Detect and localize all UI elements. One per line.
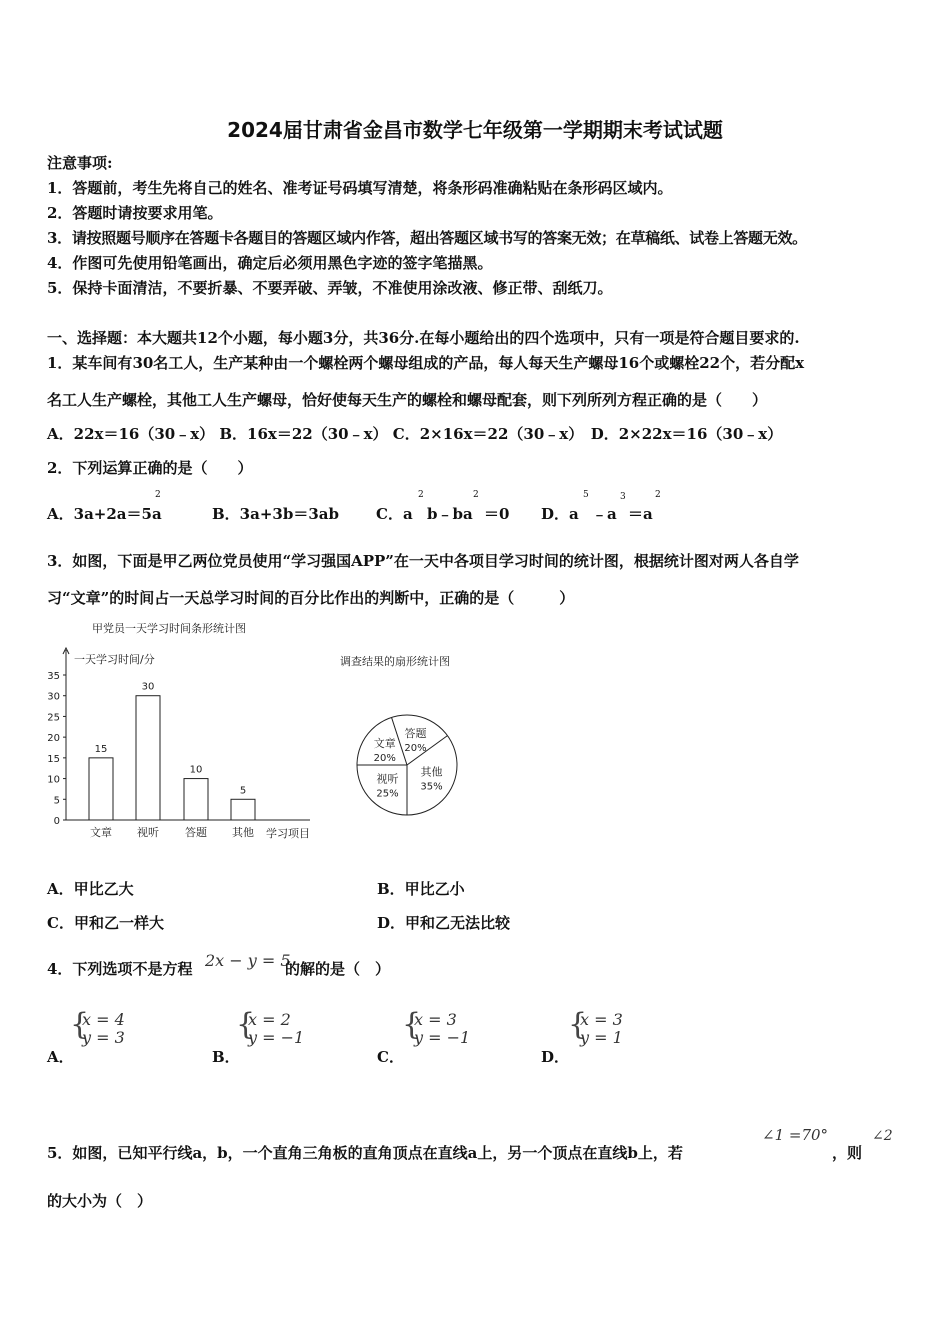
q2-option-d-mid: ﹣a (592, 505, 617, 523)
notice-item: 1．答题前，考生先将自己的姓名、准考证号码填写清楚，将条形码准确粘贴在条形码区域内。 (47, 179, 673, 197)
notice-item: 2．答题时请按要求用笔。 (47, 204, 223, 222)
q3-stem-line2: 习“文章”的时间占一天总学习时间的百分比作出的判断中，正确的是（ ） (47, 589, 575, 607)
pie-slice-label: 其他 (420, 765, 443, 779)
pie-chart (350, 700, 480, 830)
bar-value-label: 15 (94, 743, 108, 755)
q4-option-d-eq1: x = 3 (580, 1010, 623, 1029)
q1-options: A．22x＝16（30﹣x） B．16x＝22（30﹣x） C．2×16x＝22（30﹣x） D．2×22x＝16（30﹣x） (47, 425, 783, 443)
q2-option-d-end: ＝a (628, 505, 653, 523)
q5-angle1: ∠1 =70° (762, 1126, 829, 1144)
q4-option-b-eq1: x = 2 (248, 1010, 291, 1029)
bar (184, 779, 208, 820)
q3-option-d: D．甲和乙无法比较 (377, 914, 511, 932)
notice-item: 5．保持卡面清洁，不要折暴、不要弄破、弄皱，不准使用涂改液、修正带、刮纸刀。 (47, 279, 613, 297)
q4-option-a-eq1: x = 4 (82, 1010, 125, 1029)
q4-option-a-label: A． (47, 1048, 74, 1066)
q4-option-a-eq2: y = 3 (82, 1028, 125, 1047)
q2-option-c: C．a (376, 505, 413, 523)
q5-then: ，则 (832, 1144, 863, 1162)
bar-value-label: 10 (189, 764, 203, 776)
bar-value-label: 5 (239, 785, 247, 797)
q5-stem-line1: 5．如图，已知平行线a，b，一个直角三角板的直角顶点在直线a上，另一个顶点在直线b上，若 (47, 1144, 683, 1162)
y-tick-label: 15 (47, 753, 60, 765)
brace-icon: { (402, 1007, 422, 1042)
q5-angle2: ∠2 (872, 1128, 893, 1144)
bar-chart-title: 甲党员一天学习时间条形统计图 (92, 622, 246, 635)
y-tick-label: 20 (47, 733, 60, 745)
q2-option-c-exponent: 2 (418, 490, 424, 500)
brace-icon: { (70, 1007, 90, 1042)
page-title: 2024届甘肃省金昌市数学七年级第一学期期末考试试题 (227, 118, 723, 142)
x-tick-label: 其他 (232, 826, 254, 839)
notice-item: 4．作图可先使用铅笔画出，确定后必须用黑色字迹的签字笔描黑。 (47, 254, 493, 272)
q4-option-b-eq2: y = −1 (248, 1028, 305, 1047)
q4-stem-pre: 4．下列选项不是方程 (47, 960, 193, 978)
pie-slice-label: 文章 (373, 736, 396, 750)
q2-option-c-mid: b﹣ba (427, 505, 473, 523)
y-tick-label: 0 (53, 816, 60, 827)
q2-option-d-exponent: 5 (583, 490, 589, 500)
x-tick-label: 视听 (137, 826, 159, 839)
pie-slice-label: 视听 (376, 772, 399, 786)
q4-option-c-label: C． (377, 1048, 404, 1066)
y-tick-label: 25 (47, 712, 60, 724)
q2-option-d: D．a (541, 505, 579, 523)
brace-icon: { (568, 1007, 588, 1042)
q2-stem: 2．下列运算正确的是（ ） (47, 459, 253, 477)
notice-item: 3．请按照题号顺序在答题卡各题目的答题区域内作答，超出答题区域书写的答案无效；在草稿纸、试卷上答题无效。 (47, 229, 807, 247)
section-heading: 一、选择题：本大题共12个小题，每小题3分，共36分.在每小题给出的四个选项中，只有一项是符合题目要求的. (47, 329, 800, 347)
q3-option-c: C．甲和乙一样大 (47, 914, 164, 932)
q4-option-c-eq1: x = 3 (414, 1010, 457, 1029)
q2-option-c-exponent: 2 (473, 490, 479, 500)
q4-option-d-eq2: y = 1 (580, 1028, 623, 1047)
q5-stem-line2: 的大小为（ ） (47, 1192, 153, 1210)
q2-option-d-exponent: 3 (620, 492, 626, 502)
x-tick-label: 答题 (185, 826, 207, 839)
pie-slice-label: 答题 (404, 726, 427, 740)
bar-chart (40, 640, 330, 845)
pie-slice-value: 25% (376, 788, 399, 800)
notice-heading: 注意事项: (47, 154, 113, 172)
brace-icon: { (236, 1007, 256, 1042)
q4-option-c-eq2: y = −1 (414, 1028, 471, 1047)
q2-option-d-exponent: 2 (655, 490, 661, 500)
x-axis-label: 学习项目 (266, 827, 310, 840)
pie-slice-value: 20% (404, 742, 427, 754)
q2-option-c-end: ＝0 (484, 505, 510, 523)
pie-slice-value: 35% (420, 781, 443, 793)
q3-option-b: B．甲比乙小 (377, 880, 465, 898)
y-tick-label: 30 (47, 691, 60, 703)
q3-option-a: A．甲比乙大 (47, 880, 134, 898)
q1-stem-line2: 名工人生产螺栓，其他工人生产螺母，恰好使每天生产的螺栓和螺母配套，则下列所列方程正确的是（ ） (47, 391, 768, 409)
q1-stem-line1: 1．某车间有30名工人，生产某种由一个螺栓两个螺母组成的产品，每人每天生产螺母16个或螺栓22个，若分配x (47, 354, 805, 372)
bar (136, 696, 160, 820)
y-tick-label: 5 (53, 795, 60, 807)
y-axis-label: 一天学习时间/分 (74, 653, 155, 666)
bar-value-label: 30 (141, 681, 155, 693)
pie-chart-title: 调查结果的扇形统计图 (340, 655, 450, 668)
q2-option-a: A．3a+2a＝5a (47, 505, 162, 523)
q4-stem-post: 的解的是（ ） (285, 960, 391, 978)
q2-option-a-exponent: 2 (155, 490, 161, 500)
bar (231, 799, 255, 820)
q3-stem-line1: 3．如图，下面是甲乙两位党员使用“学习强国APP”在一天中各项目学习时间的统计图，根据统计图对两人各自学 (47, 552, 799, 570)
y-tick-label: 10 (47, 774, 60, 786)
x-tick-label: 文章 (90, 826, 112, 839)
y-tick-label: 35 (47, 671, 60, 682)
q4-equation: 2x − y = 5 (205, 951, 291, 970)
bar (89, 758, 113, 820)
q4-option-b-label: B． (212, 1048, 240, 1066)
q4-option-d-label: D． (541, 1048, 570, 1066)
q2-option-b: B．3a+3b＝3ab (212, 505, 339, 523)
pie-slice-value: 20% (373, 752, 396, 764)
